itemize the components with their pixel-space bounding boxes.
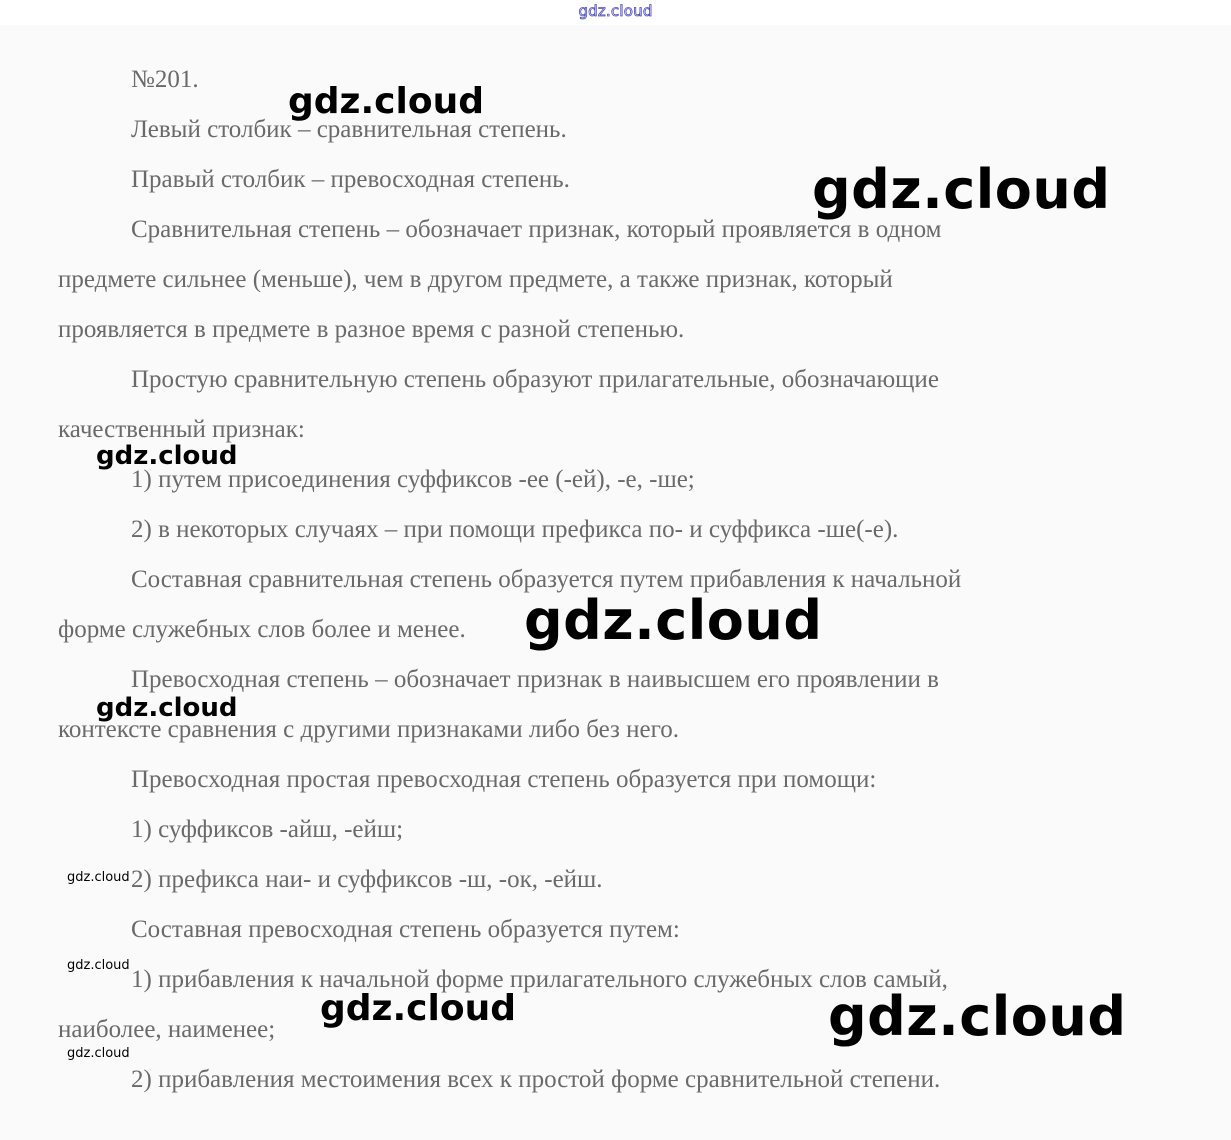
text-line: проявляется в предмете в разное время с разной степенью. xyxy=(58,316,685,343)
text-line: 2) префикса наи- и суффиксов -ш, -ок, -ейш. xyxy=(131,866,603,893)
text-line: форме служебных слов более и менее. xyxy=(58,616,466,643)
text-line: предмете сильнее (меньше), чем в другом предмете, а также признак, который xyxy=(58,266,893,293)
text-line: Составная превосходная степень образуется путем: xyxy=(131,916,680,943)
watermark: gdz.cloud xyxy=(96,693,238,723)
watermark: gdz.cloud xyxy=(288,81,484,122)
text-line: Левый столбик – сравнительная степень. xyxy=(131,116,567,143)
watermark: gdz.cloud xyxy=(320,988,516,1029)
text-line: 1) путем присоединения суффиксов -ее (-ей), -е, -ше; xyxy=(131,466,695,493)
exercise-number: №201. xyxy=(131,66,199,93)
watermark: gdz.cloud xyxy=(67,870,130,885)
text-line: 2) в некоторых случаях – при помощи префикса по- и суффикса -ше(-е). xyxy=(131,516,899,543)
watermark: gdz.cloud xyxy=(524,589,823,652)
text-line: наиболее, наименее; xyxy=(58,1016,276,1043)
text-line: Превосходная простая превосходная степень образуется при помощи: xyxy=(131,766,877,793)
text-line: Превосходная степень – обозначает признак в наивысшем его проявлении в xyxy=(131,666,939,693)
text-line: 1) прибавления к начальной форме прилагательного служебных слов самый, xyxy=(131,966,948,993)
watermark: gdz.cloud xyxy=(67,1046,130,1061)
header-watermark: gdz.cloud xyxy=(578,2,653,20)
text-line: качественный признак: xyxy=(58,416,305,443)
text-line: Составная сравнительная степень образуется путем прибавления к начальной xyxy=(131,566,962,593)
text-line: 2) прибавления местоимения всех к простой форме сравнительной степени. xyxy=(131,1066,941,1093)
text-line: Простую сравнительную степень образуют прилагательные, обозначающие xyxy=(131,366,939,393)
watermark: gdz.cloud xyxy=(828,985,1127,1048)
watermark: gdz.cloud xyxy=(96,441,238,471)
text-line: Сравнительная степень – обозначает признак, который проявляется в одном xyxy=(131,216,942,243)
text-line: Правый столбик – превосходная степень. xyxy=(131,166,570,193)
watermark: gdz.cloud xyxy=(812,158,1111,221)
watermark: gdz.cloud xyxy=(67,958,130,973)
text-line: контексте сравнения с другими признаками либо без него. xyxy=(58,716,679,743)
text-line: 1) суффиксов -айш, -ейш; xyxy=(131,816,404,843)
